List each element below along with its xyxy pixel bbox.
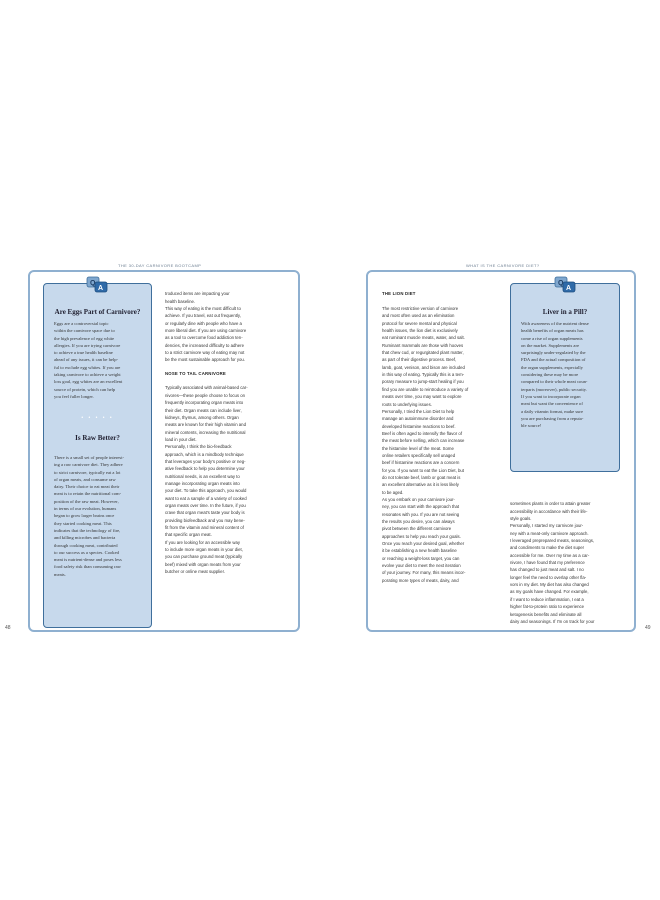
section-heading-lion-diet: THE LION DIET bbox=[382, 291, 416, 297]
sidebar-text-liver: With awareness of the nutrient dense health benefits of organ meats has come a rise of organ supplements on the market. Supplements are surprisingly under-regulated by the FDA and the actual composition of the organ supplements, especially considering these may be more compared to their whole meat coun- terparts (moreover), public security. If you want to incorporate organ meat but want the convenience of a daily vitamin format, make sure you are purchasing from a reputa- ble source! bbox=[521, 321, 589, 429]
column-2-paragraph: The most restrictive version of carnivore and most often used as an elimination protocol for severe mental and physical health issues, the lion diet is exclusively eat ruminant muscle meats, water, and salt. Ruminant mammals are those with hooves that chew cud, or regurgitated plant matter, as part of their digestive process. Beef, lamb, goat, venison, and bison are included in this way of eating. Typically this is a tem- porary measure to jump-start healing if you find you are unable to reintroduce a variety of meats over time, you may want to explore roots to underlying issues. Personally, I tried the Lion Diet to help manage an autoimmune disorder and developed histamine reactions to beef. Beef is often aged to intensify the flavor of the meat before selling, which can increase the histamine level of the meat. Some online retailers specifically sell unaged beef if histamine reactions are a concern for you. If you want to eat the Lion Diet, but do not tolerate beef, lamb or goat meat is an excellent alternative as it is less likely to be aged. As you embark on your carnivore jour- ney, you can start with the approach that resonates with you. If you are not seeing the results you desire, you can always pivot between the different carnivore approaches to help you reach your goals. Once you reach your desired goal, whether it be establishing a new health baseline or reaching a weight-loss target, you can evolve your diet to meet the next iteration of your journey. For many, this means incor- porating more types of meats, dairy, and bbox=[382, 306, 469, 583]
sidebar-title-raw: Is Raw Better? bbox=[75, 434, 120, 442]
right-running-head: WHAT IS THE CARNIVORE DIET? bbox=[466, 263, 540, 268]
section-heading-nose-to-tail: NOSE TO TAIL CARNIVORE bbox=[165, 370, 226, 376]
qa-icon bbox=[86, 276, 108, 294]
left-page-number: 48 bbox=[5, 625, 11, 631]
svg-text:Q: Q bbox=[90, 280, 96, 287]
sidebar-text-eggs: Eggs are a controversial topic within the carnivore space due to the high prevalence of egg white allergies. If you are trying carnivore to achieve a true health baseline ahead of any issues, it can be help- ful to exclude egg whites. If you are taking carnivore to achieve a weight loss goal, egg whites are an excellent source of protein, which can help you feel fuller longer. bbox=[54, 321, 123, 399]
sidebar-text-raw: There is a small set of people interest- ing a raw carnivore diet. They adhere to strict carnivore, typically eat a lot of organ meats, and consume raw dairy. Their choice to eat meat their meat is to retain the nutritional com- position of the raw meat. However, in terms of our evolution, humans began to grow larger brains once they started cooking meat. This indicates that the technology of fire, and killing microbes and bacteria through cooking meat, contributed to our success as a species. Cooked meat is nutrient-dense and poses less food safety risk than consuming raw meats. bbox=[54, 455, 125, 577]
qa-icon bbox=[554, 276, 576, 294]
left-sidebar bbox=[43, 280, 152, 628]
right-text-column bbox=[382, 283, 502, 584]
sidebar-title-eggs: Are Eggs Part of Carnivore? bbox=[54, 308, 141, 316]
sidebar-separator: • • • • • bbox=[81, 415, 114, 421]
column-1-paragraph: troduced items are impacting your health baseline. This way of eating is the most difficult to achieve. If you travel, eat out frequently, or regularly dine with people who have a more liberal diet. If you are using carnivore as a tool to overcome food addiction ten- dencies, the increased difficulty to adhere to a strict carnivore way of eating may not be the most sustainable approach for you. bbox=[165, 291, 247, 363]
column-3-paragraph: sometimes plants in order to attain greater accessibility in accordance with their life- style goals. Personally, I started my carnivore jour- ney with a meat-only carnivore approach. I leveraged preprepared meats, seasonings, and condiments to make the diet super accessible for me. Over my time as a car- nivore, I have found that my preference has changed to just meat and salt. I no longer feel the need to overlap other fla- vors in my diet. My diet has also changed as my goals have changed. For example, if I want to reduce inflammation, I eat a higher fat-to-protein ratio to experience ketogenesis benefits and eliminate all dairy and seasonings. If I'm on track for your bbox=[510, 501, 595, 624]
svg-text:Q: Q bbox=[558, 280, 564, 287]
left-text-column bbox=[165, 283, 285, 575]
sidebar-title-liver: Liver in a Pill? bbox=[542, 308, 588, 316]
svg-text:A: A bbox=[566, 285, 572, 292]
right-page-number: 49 bbox=[645, 625, 651, 631]
svg-text:A: A bbox=[98, 285, 104, 292]
right-text-column-2 bbox=[510, 493, 622, 625]
column-1-paragraph-2: Typically associated with animal-based car- nivores—these people choose to focus on frequently incorporating organ meats into their diet. Organ meats can include liver, kidneys, thymus, among others. Organ meats are known for their high vitamin and mineral contents, increasing the nutritional load in your diet. Personally, I think the bio-feedback approach, which is a mindbody technique that leverages your body's positive or neg- ative feedback to help you determine your nutritional needs, is an excellent way to manage incorporating organ meats into your diet. To take this approach, you would want to eat a sample of a variety of cooked organ meats over time. In the future, if you crave that organ meat's taste your body is providing biofeedback and you may bene- fit from the vitamin and mineral content of that specific organ meat. If you are looking for an accessible way to include more organ meats in your diet, you can purchase ground meat (typically beef) mixed with organ meats from your butcher or online meat supplier. bbox=[165, 385, 248, 575]
right-sidebar bbox=[510, 280, 620, 472]
left-running-head: THE 30-DAY CARNIVORE BOOTCAMP bbox=[118, 263, 202, 268]
